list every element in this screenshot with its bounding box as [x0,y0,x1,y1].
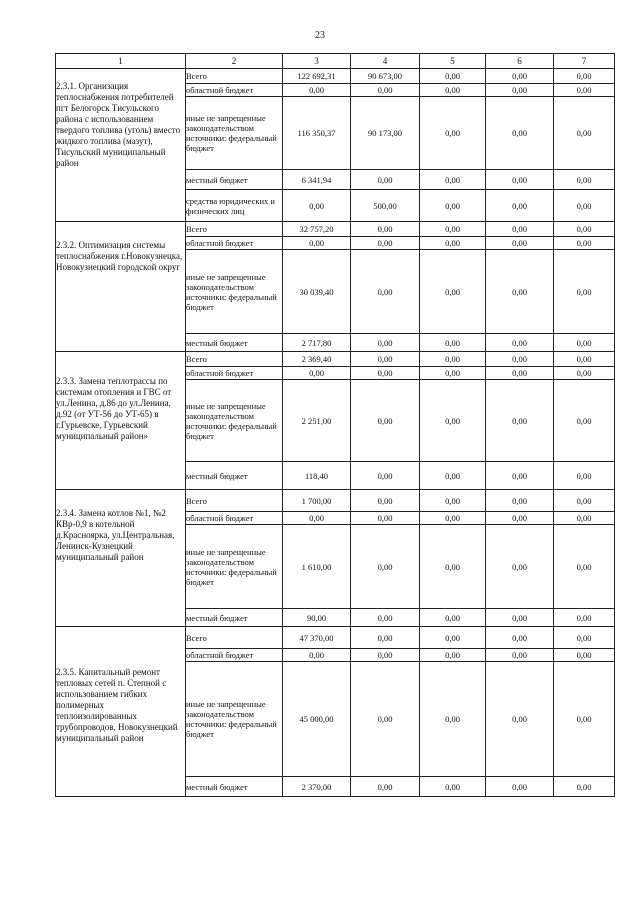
amount-cell: 0,00 [420,250,486,334]
amount-cell: 47 370,00 [283,627,351,649]
amount-cell: 0,00 [486,525,554,609]
funding-source: иные не запрещенные законодательством источники: федеральный бюджет [186,525,283,609]
page-number: 23 [315,30,325,41]
amount-cell: 0,00 [420,367,486,380]
funding-source: Всего [186,222,283,237]
amount-cell: 0,00 [486,512,554,525]
amount-cell: 0,00 [420,97,486,170]
amount-cell: 0,00 [554,334,615,352]
amount-cell: 0,00 [420,84,486,97]
funding-source: местный бюджет [186,170,283,190]
amount-cell: 0,00 [420,69,486,84]
funding-source: Всего [186,352,283,367]
amount-cell: 0,00 [554,380,615,462]
amount-cell: 0,00 [420,627,486,649]
amount-cell: 0,00 [554,84,615,97]
amount-cell: 0,00 [486,627,554,649]
amount-cell: 0,00 [554,777,615,797]
amount-cell: 0,00 [420,462,486,490]
amount-cell: 2 369,40 [283,352,351,367]
header-row [56,54,615,69]
amount-cell: 0,00 [486,380,554,462]
amount-cell: 0,00 [351,222,420,237]
funding-source: областной бюджет [186,84,283,97]
amount-cell: 2 717,80 [283,334,351,352]
amount-cell: 0,00 [351,777,420,797]
amount-cell: 0,00 [554,490,615,512]
amount-cell: 0,00 [486,97,554,170]
amount-cell: 0,00 [351,237,420,250]
amount-cell: 0,00 [420,490,486,512]
funding-source: областной бюджет [186,649,283,662]
amount-cell: 116 350,37 [283,97,351,170]
amount-cell: 0,00 [486,170,554,190]
amount-cell: 0,00 [283,512,351,525]
amount-cell: 6 341,94 [283,170,351,190]
amount-cell: 0,00 [486,190,554,222]
amount-cell: 90 673,00 [351,69,420,84]
amount-cell: 0,00 [486,352,554,367]
amount-cell: 0,00 [351,649,420,662]
amount-cell: 0,00 [554,462,615,490]
column-header: 7 [554,54,615,69]
amount-cell: 0,00 [351,662,420,777]
amount-cell: 0,00 [283,190,351,222]
column-header: 2 [186,54,283,69]
amount-cell: 30 039,40 [283,250,351,334]
amount-cell: 0,00 [420,237,486,250]
amount-cell: 0,00 [554,237,615,250]
amount-cell: 0,00 [420,777,486,797]
amount-cell: 0,00 [351,462,420,490]
funding-source: областной бюджет [186,237,283,250]
table-row [56,352,615,367]
amount-cell: 0,00 [486,777,554,797]
column-header: 4 [351,54,420,69]
funding-source: Всего [186,69,283,84]
amount-cell: 0,00 [486,250,554,334]
amount-cell: 0,00 [351,367,420,380]
funding-source: местный бюджет [186,462,283,490]
amount-cell: 0,00 [420,609,486,627]
amount-cell: 1 700,00 [283,490,351,512]
funding-source: областной бюджет [186,512,283,525]
amount-cell: 32 757,20 [283,222,351,237]
amount-cell: 0,00 [420,222,486,237]
amount-cell: 0,00 [351,380,420,462]
amount-cell: 0,00 [283,84,351,97]
funding-source: Всего [186,627,283,649]
funding-source: иные не запрещенные законодательством источники: федеральный бюджет [186,250,283,334]
funding-source: иные не запрещенные законодательством источники: федеральный бюджет [186,97,283,170]
item-name-cell [56,69,186,222]
column-header: 1 [56,54,186,69]
amount-cell: 90,00 [283,609,351,627]
amount-cell: 0,00 [351,512,420,525]
budget-table [55,53,615,797]
item-name-cell [56,490,186,627]
funding-source: иные не запрещенные законодательством источники: федеральный бюджет [186,380,283,462]
amount-cell: 0,00 [554,627,615,649]
amount-cell: 0,00 [554,190,615,222]
amount-cell: 0,00 [351,170,420,190]
amount-cell: 0,00 [420,352,486,367]
amount-cell: 0,00 [554,512,615,525]
amount-cell: 0,00 [351,627,420,649]
amount-cell: 0,00 [486,462,554,490]
amount-cell: 0,00 [351,609,420,627]
amount-cell: 0,00 [420,512,486,525]
amount-cell: 122 692,31 [283,69,351,84]
amount-cell: 0,00 [486,334,554,352]
amount-cell: 0,00 [554,170,615,190]
amount-cell: 0,00 [486,662,554,777]
amount-cell: 0,00 [554,69,615,84]
funding-source: местный бюджет [186,777,283,797]
column-header: 3 [283,54,351,69]
amount-cell: 0,00 [554,367,615,380]
item-name: 2.3.5. Капитальный ремонт тепловых сетей п. Степной с использованием гибких полимерных теплоизолированных трубопроводов, Новокузнецкий муниципальный район [56,667,178,743]
item-name: 2.3.3. Замена теплотрассы по системам отопления и ГВС от ул.Ленина, д.86 до ул.Ленина, д.92 (от УТ-56 до УТ-65) в г.Гурьевске, Гурьевский муниципальный район» [56,376,172,441]
funding-source: местный бюджет [186,334,283,352]
amount-cell: 0,00 [554,609,615,627]
amount-cell: 0,00 [351,334,420,352]
table-row [56,490,615,512]
amount-cell: 1 610,00 [283,525,351,609]
funding-source: Всего [186,490,283,512]
amount-cell: 0,00 [486,84,554,97]
column-header: 6 [486,54,554,69]
table-row [56,627,615,649]
item-name: 2.3.1. Организация теплоснабжения потребителей пгт Белогорск Тисульского района с использованием твердого топлива (уголь) вместо жидкого топлива (мазут), Тисульский муниципальный район [56,81,181,168]
table-row [56,222,615,237]
amount-cell: 118,40 [283,462,351,490]
amount-cell: 0,00 [486,222,554,237]
item-name-cell [56,222,186,352]
amount-cell: 0,00 [283,367,351,380]
amount-cell: 0,00 [351,490,420,512]
amount-cell: 0,00 [486,237,554,250]
amount-cell: 0,00 [283,237,351,250]
amount-cell: 2 251,00 [283,380,351,462]
amount-cell: 0,00 [351,84,420,97]
amount-cell: 0,00 [283,649,351,662]
amount-cell: 0,00 [554,222,615,237]
item-name: 2.3.4. Замена котлов №1, №2 КВр-0,9 в котельной д.Красноярка, ул.Центральная, Ленинск-Кузнецкий муниципальный район [56,508,175,562]
amount-cell: 0,00 [554,662,615,777]
funding-source: областной бюджет [186,367,283,380]
amount-cell: 0,00 [420,334,486,352]
item-name-cell [56,627,186,797]
item-name-cell [56,352,186,490]
amount-cell: 90 173,00 [351,97,420,170]
amount-cell: 0,00 [554,97,615,170]
amount-cell: 0,00 [420,649,486,662]
amount-cell: 0,00 [554,352,615,367]
amount-cell: 0,00 [554,525,615,609]
amount-cell: 0,00 [420,190,486,222]
amount-cell: 0,00 [351,250,420,334]
amount-cell: 0,00 [420,525,486,609]
amount-cell: 45 000,00 [283,662,351,777]
amount-cell: 0,00 [486,367,554,380]
amount-cell: 0,00 [420,170,486,190]
amount-cell: 0,00 [486,609,554,627]
amount-cell: 0,00 [554,649,615,662]
table-row [56,69,615,84]
amount-cell: 0,00 [486,649,554,662]
funding-source: средства юридических и физических лиц [186,190,283,222]
column-header: 5 [420,54,486,69]
funding-source: местный бюджет [186,609,283,627]
amount-cell: 0,00 [420,662,486,777]
amount-cell: 0,00 [486,69,554,84]
amount-cell: 0,00 [351,352,420,367]
amount-cell: 0,00 [554,250,615,334]
funding-source: иные не запрещенные законодательством источники: федеральный бюджет [186,662,283,777]
amount-cell: 500,00 [351,190,420,222]
amount-cell: 0,00 [420,380,486,462]
amount-cell: 0,00 [486,490,554,512]
item-name: 2.3.2. Оптимизация системы теплоснабжения г.Новокузнецка, Новокузнецкий городской округ [56,240,183,272]
amount-cell: 2 370,00 [283,777,351,797]
amount-cell: 0,00 [351,525,420,609]
